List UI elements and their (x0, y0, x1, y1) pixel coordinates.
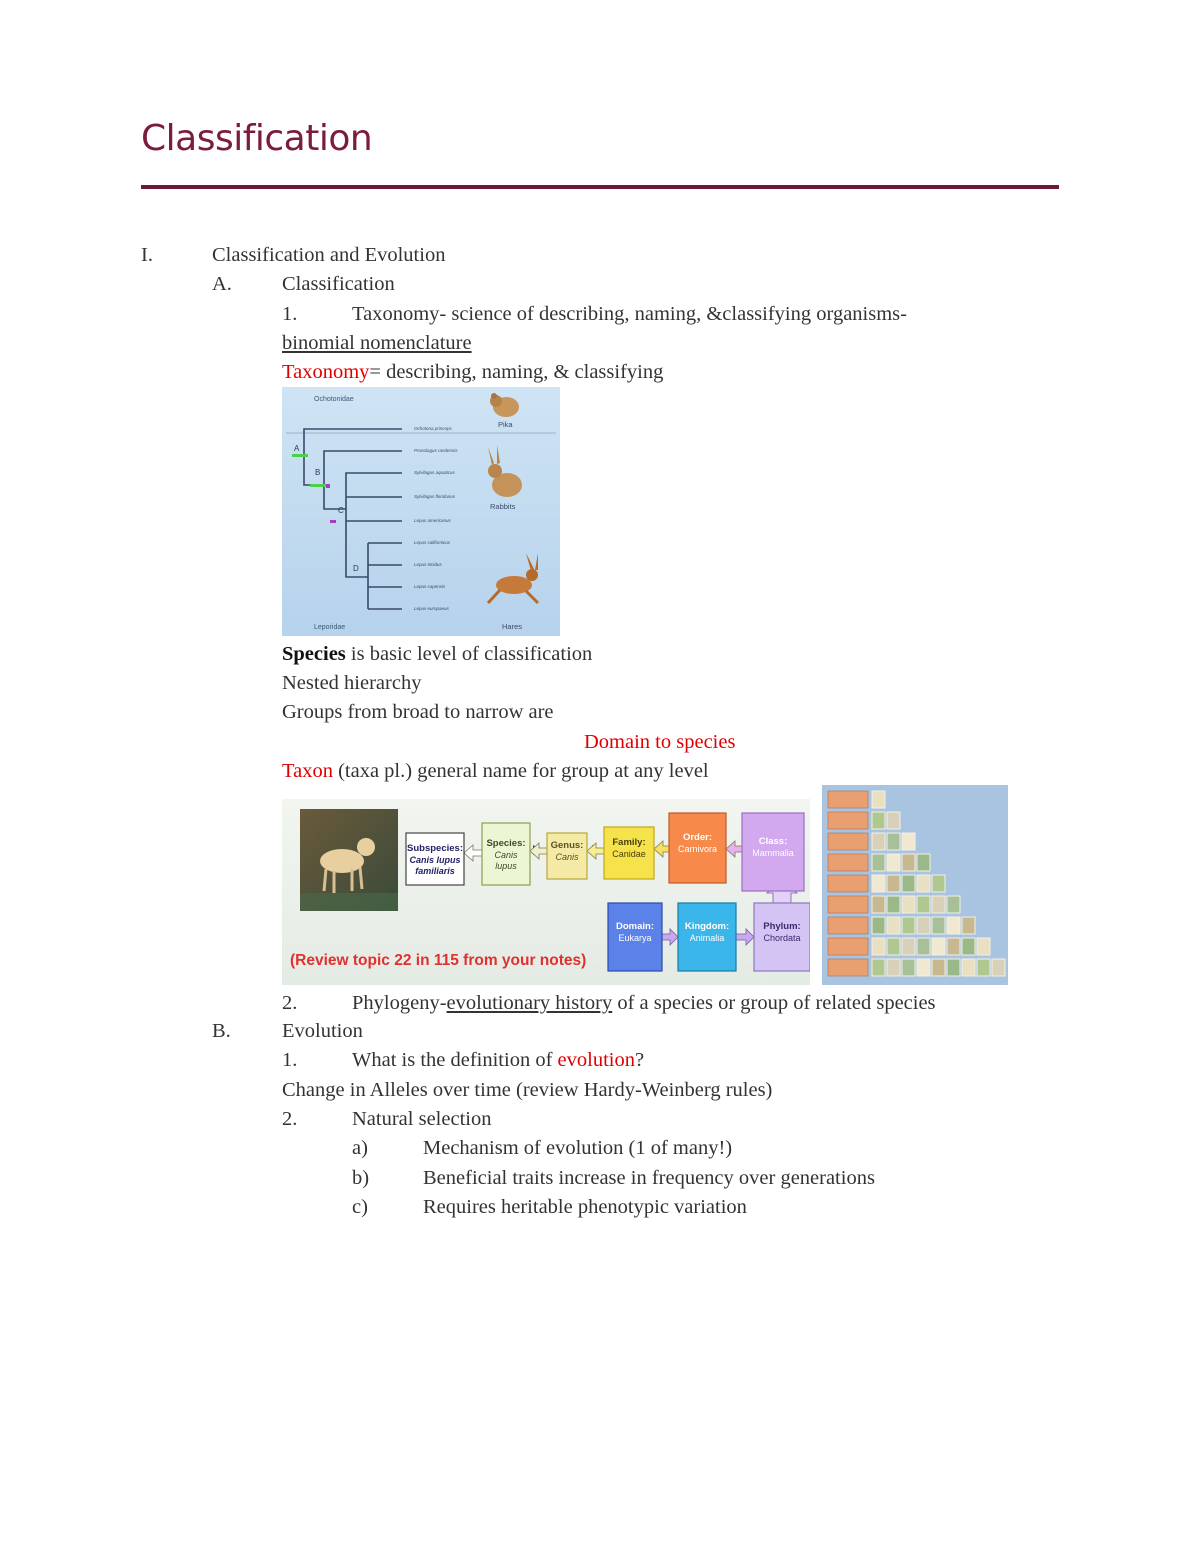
note-text: = describing, naming, & classifying (369, 361, 664, 383)
taxon-label: Lepus americanus (414, 518, 451, 523)
pyramid-thumbnail (962, 938, 975, 955)
pyramid-thumbnail (962, 917, 975, 934)
note-line (282, 642, 592, 666)
taxon-name: Canis (494, 850, 518, 860)
rank-label: Family: (612, 837, 646, 848)
pyramid-rank-label (828, 875, 868, 892)
page-title: Classification (141, 118, 373, 159)
pyramid-thumbnail (902, 833, 915, 850)
taxon-name: Animalia (689, 933, 725, 943)
node-label: B (315, 468, 321, 477)
pyramid-rank-label (828, 833, 868, 850)
rank-label: Phylum: (763, 921, 801, 932)
rank-label: Species: (486, 838, 526, 849)
pyramid-thumbnail (917, 896, 930, 913)
note-text: is basic level of classification (345, 643, 593, 665)
pyramid-rank-label (828, 917, 868, 934)
pyramid-thumbnail (872, 791, 885, 808)
taxon-label: Lepus europaeus (414, 606, 449, 611)
list-item-text: Requires heritable phenotypic variation (423, 1196, 747, 1218)
highlight-term: Taxonomy (282, 361, 370, 383)
prefix-text: What is the definition of (352, 1049, 558, 1071)
list-item-text (352, 1048, 644, 1072)
dog-photo (300, 809, 398, 911)
outline-marker: A. (212, 273, 232, 295)
pyramid-thumbnail (872, 875, 885, 892)
highlight-term: evolution (557, 1049, 635, 1071)
note-line (282, 360, 663, 384)
group-label: Rabbits (490, 502, 516, 511)
outline-marker: 2. (282, 1108, 298, 1130)
highlight-term: Taxon (282, 760, 333, 782)
prefix-text: Phylogeny- (352, 992, 447, 1014)
note-line: Groups from broad to narrow are (282, 701, 554, 723)
pyramid-thumbnail (887, 938, 900, 955)
pyramid-rank-label (828, 854, 868, 871)
taxon-label: Lepus timidus (414, 562, 442, 567)
outline-marker: c) (352, 1196, 368, 1218)
node-label: C (338, 506, 344, 515)
taxon-name: Carnivora (677, 844, 718, 854)
phylogeny-tree-image (282, 387, 560, 636)
bold-term: Species (282, 643, 346, 665)
pyramid-thumbnail (947, 938, 960, 955)
node-label: D (353, 564, 359, 573)
outline-subheading: Evolution (282, 1020, 363, 1042)
rank-label: Domain: (616, 921, 654, 932)
list-item-text-continued: binomial nomenclature (282, 332, 472, 354)
suffix-text: ? (634, 1049, 645, 1071)
pyramid-rank-label (828, 959, 868, 976)
rank-label: Class: (758, 836, 788, 847)
pyramid-thumbnail (887, 833, 900, 850)
note-line (282, 759, 709, 783)
pyramid-thumbnail (947, 917, 960, 934)
outline-marker: 1. (282, 303, 298, 325)
taxon-label: Ochotona princeps (414, 426, 452, 431)
pyramid-thumbnail (887, 812, 900, 829)
pyramid-thumbnail (887, 896, 900, 913)
suffix-text: of a species or group of related species (612, 992, 936, 1014)
pyramid-thumbnail (917, 854, 930, 871)
outline-marker: a) (352, 1137, 368, 1159)
taxon-label: Lepus capensis (414, 584, 446, 589)
header-label: Ochotonidae (314, 396, 354, 403)
rank-label: Order: (682, 832, 713, 843)
pyramid-thumbnail (872, 812, 885, 829)
pyramid-thumbnail (872, 833, 885, 850)
pyramid-thumbnail (902, 938, 915, 955)
taxon-name: Mammalia (752, 848, 794, 858)
pyramid-thumbnail (902, 959, 915, 976)
pyramid-thumbnail (902, 917, 915, 934)
pyramid-thumbnail (872, 959, 885, 976)
pyramid-thumbnail (917, 875, 930, 892)
pyramid-thumbnail (887, 917, 900, 934)
group-label: Pika (498, 420, 513, 429)
outline-subheading: Classification (282, 273, 395, 295)
note-text: (taxa pl.) general name for group at any level (332, 760, 709, 782)
pyramid-rank-label (828, 812, 868, 829)
node-label: A (294, 444, 300, 453)
pyramid-thumbnail (962, 959, 975, 976)
pyramid-rank-label (828, 791, 868, 808)
pyramid-thumbnail (917, 917, 930, 934)
outline-heading: Classification and Evolution (212, 244, 446, 266)
pyramid-thumbnail (932, 959, 945, 976)
list-item-text: Beneficial traits increase in frequency over generations (423, 1167, 875, 1189)
taxon-name: Canidae (612, 849, 646, 859)
pyramid-thumbnail (872, 917, 885, 934)
pyramid-thumbnail (917, 959, 930, 976)
pyramid-thumbnail (947, 959, 960, 976)
underlined-term: evolutionary history (446, 992, 613, 1014)
pyramid-thumbnail (977, 938, 990, 955)
taxon-name: familiaris (415, 866, 455, 876)
taxon-name: lupus (495, 861, 517, 871)
centered-highlight: Domain to species (584, 731, 736, 753)
pyramid-thumbnail (902, 896, 915, 913)
taxon-label: Sylvilagus aquaticus (414, 470, 455, 475)
note-line: Change in Alleles over time (review Hardy-Weinberg rules) (282, 1079, 773, 1101)
outline-marker: B. (212, 1020, 231, 1042)
taxon-name: Canis lupus (409, 855, 461, 865)
list-item-text: Natural selection (352, 1108, 492, 1130)
pyramid-thumbnail (992, 959, 1005, 976)
group-label: Hares (502, 622, 523, 631)
pyramid-rank-label (828, 896, 868, 913)
list-item-text (352, 991, 936, 1015)
pyramid-thumbnail (977, 959, 990, 976)
rank-label: Kingdom: (684, 921, 730, 932)
taxon-label: Pronolagus randensis (414, 448, 458, 453)
pyramid-thumbnail (887, 854, 900, 871)
pyramid-thumbnail (932, 896, 945, 913)
classification-pyramid-image (822, 785, 1008, 985)
pyramid-thumbnail (932, 875, 945, 892)
list-item-text: Mechanism of evolution (1 of many!) (423, 1137, 733, 1159)
taxon-label: Lepus californicus (414, 540, 451, 545)
rank-label: Genus: (550, 840, 584, 851)
pyramid-thumbnail (872, 854, 885, 871)
pyramid-rank-label (828, 938, 868, 955)
taxonomic-hierarchy-image (282, 799, 810, 985)
pyramid-thumbnail (917, 938, 930, 955)
pyramid-thumbnail (872, 896, 885, 913)
rank-label: Subspecies: (407, 843, 463, 854)
outline-marker: b) (352, 1167, 370, 1189)
taxon-name: Chordata (763, 933, 801, 943)
pyramid-thumbnail (902, 875, 915, 892)
pyramid-thumbnail (872, 938, 885, 955)
outline-marker: I. (141, 244, 153, 266)
pyramid-thumbnail (887, 875, 900, 892)
title-rule (141, 185, 1059, 189)
taxon-label: Sylvilagus floridanus (414, 494, 456, 499)
pyramid-thumbnail (932, 917, 945, 934)
pyramid-thumbnail (887, 959, 900, 976)
taxon-name: Canis (555, 852, 579, 862)
pyramid-thumbnail (902, 854, 915, 871)
review-note: (Review topic 22 in 115 from your notes) (290, 952, 587, 969)
pyramid-thumbnail (932, 938, 945, 955)
list-item-text: Taxonomy- science of describing, naming, &classifying organisms- (352, 303, 907, 325)
footer-label: Leporidae (314, 624, 346, 631)
taxon-name: Eukarya (618, 933, 652, 943)
note-line: Nested hierarchy (282, 672, 422, 694)
pyramid-thumbnail (947, 896, 960, 913)
outline-marker: 2. (282, 992, 298, 1014)
outline-marker: 1. (282, 1049, 298, 1071)
